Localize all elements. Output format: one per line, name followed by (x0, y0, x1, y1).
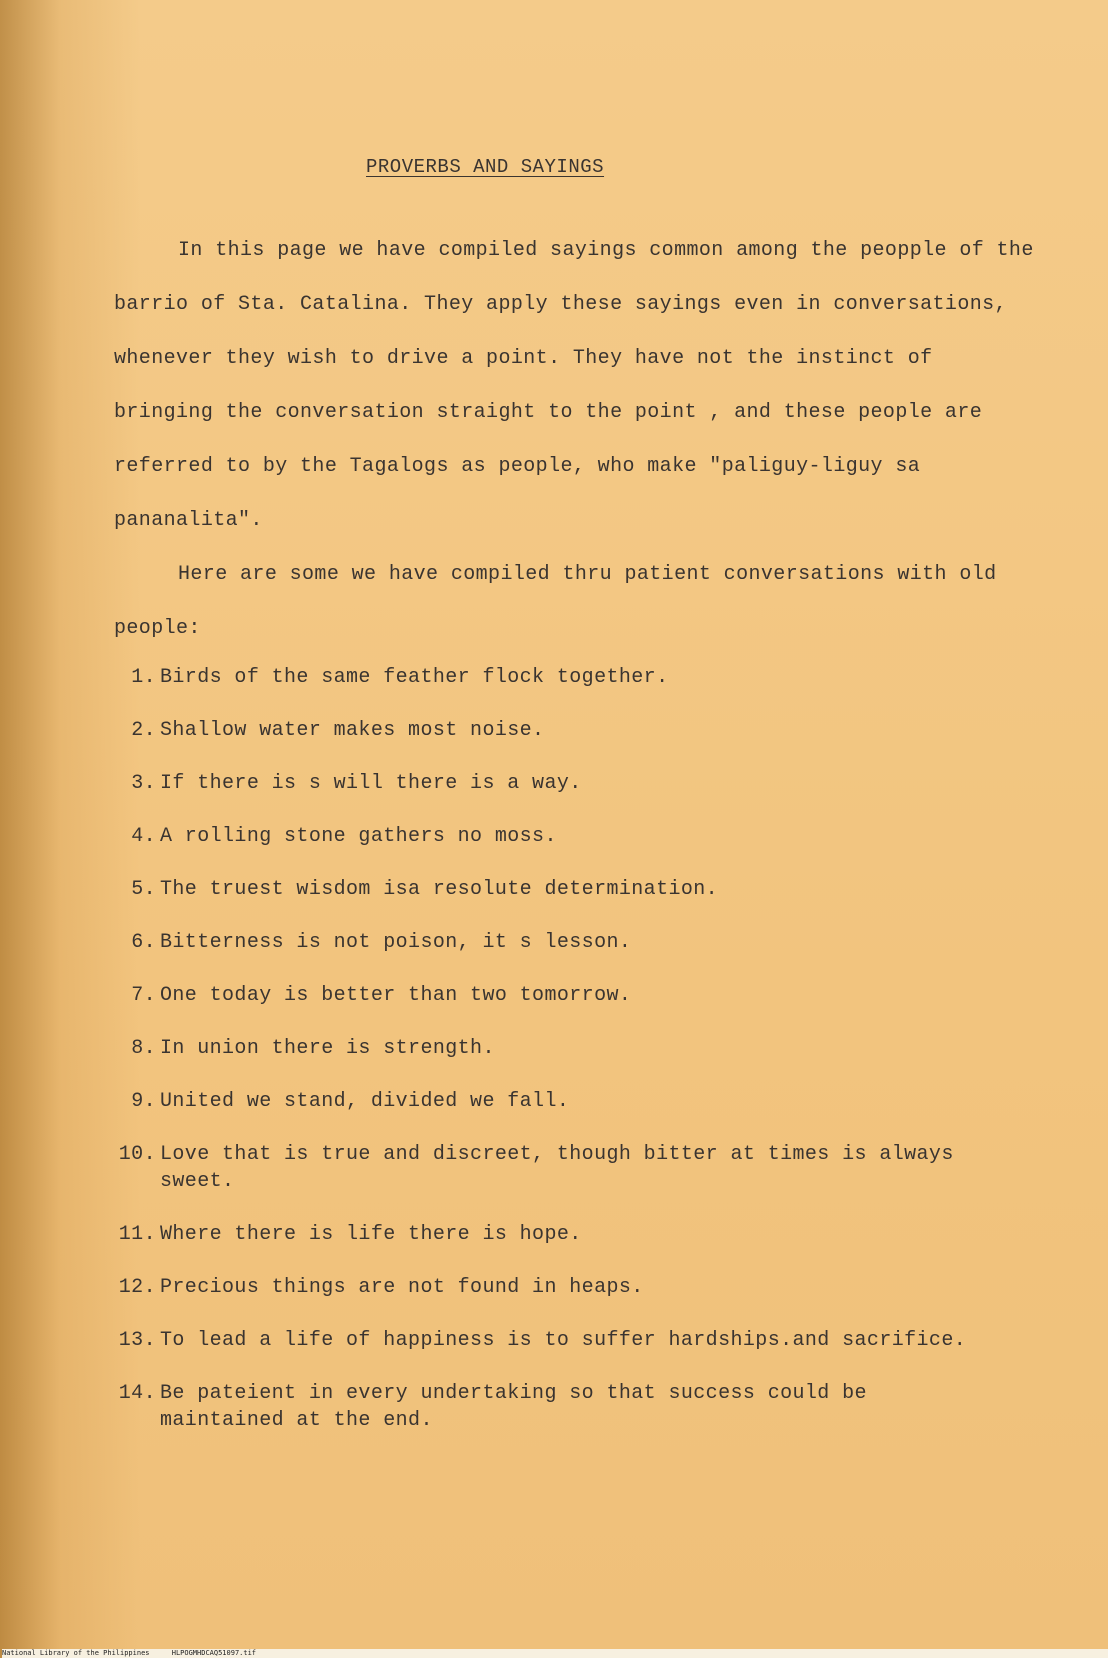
list-item (100, 982, 1060, 1009)
list-item (100, 1088, 1060, 1115)
list-item (100, 823, 1060, 850)
item-text: Love that is true and discreet, though bitter at times is always sweet. (160, 1143, 954, 1193)
item-text: Where there is life there is hope. (160, 1223, 582, 1246)
item-text: A rolling stone gathers no moss. (160, 825, 557, 848)
item-number: 11. (118, 1223, 156, 1246)
list-item (100, 717, 1060, 744)
list-item (100, 1221, 1060, 1248)
item-text: If there is s will there is a way. (160, 772, 582, 795)
item-text: To lead a life of happiness is to suffer hardships.and sacrifice. (160, 1329, 967, 1352)
list-item (100, 1380, 1060, 1434)
item-text: Bitterness is not poison, it s lesson. (160, 931, 632, 954)
list-item (100, 1035, 1060, 1062)
page-title: PROVERBS AND SAYINGS (366, 156, 605, 178)
footer-library: National Library of the Philippines (2, 1649, 150, 1657)
item-number: 14. (118, 1382, 156, 1405)
item-number: 10. (118, 1143, 156, 1166)
item-number: 1. (131, 666, 156, 689)
list-item (100, 929, 1060, 956)
item-number: 2. (131, 719, 156, 742)
item-text: Be pateient in every undertaking so that success could be maintained at the end. (160, 1382, 867, 1432)
item-number: 5. (131, 878, 156, 901)
proverbs-list (100, 664, 1060, 1460)
list-item (100, 876, 1060, 903)
item-text: Precious things are not found in heaps. (160, 1276, 644, 1299)
footer-file: HLPOGMHDCAQ51097.tif (171, 1649, 257, 1657)
list-item (100, 1141, 1060, 1195)
item-number: 12. (118, 1276, 156, 1299)
intro-paragraph: In this page we have compiled sayings common among the peopple of the barrio of Sta. Catalina. They apply these sayings even in conversations, whenever they wish to drive a point. They have not the instinct of bringing the conversation straight to the point , and these people are referred to by the Tagalogs as people, who make "paliguy-liguy sa pananalita". (114, 239, 1034, 532)
item-number: 9. (131, 1090, 156, 1113)
item-number: 4. (131, 825, 156, 848)
item-number: 6. (131, 931, 156, 954)
item-text: United we stand, divided we fall. (160, 1090, 570, 1113)
item-number: 7. (131, 984, 156, 1007)
list-item (100, 1327, 1060, 1354)
list-item (100, 770, 1060, 797)
list-item (100, 1274, 1060, 1301)
item-number: 13. (118, 1329, 156, 1352)
item-text: Shallow water makes most noise. (160, 719, 545, 742)
item-number: 3. (131, 772, 156, 795)
list-item (100, 664, 1060, 691)
item-text: Birds of the same feather flock together. (160, 666, 669, 689)
item-text: One today is better than two tomorrow. (160, 984, 632, 1007)
intro-paragraph-2: Here are some we have compiled thru patient conversations with old people: (114, 563, 997, 640)
item-number: 8. (131, 1037, 156, 1060)
item-text: The truest wisdom isa resolute determination. (160, 878, 719, 901)
item-text: In union there is strength. (160, 1037, 495, 1060)
scan-footer (2, 1649, 1108, 1658)
